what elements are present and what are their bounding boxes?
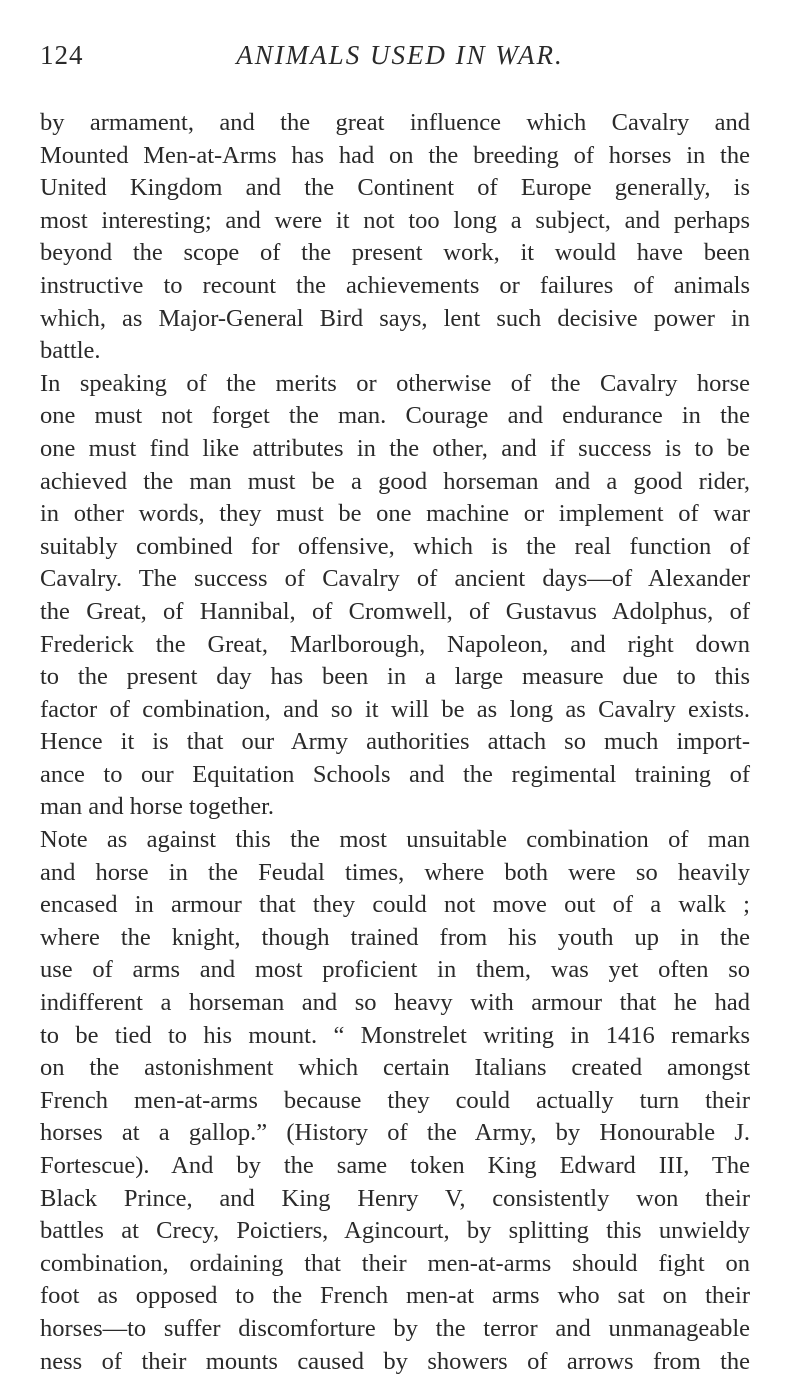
text-line: to be tied to his mount. “ Monstrelet writing in 1416 remarks xyxy=(40,1021,750,1049)
text-line: instructive to recount the achievements or failures of animals xyxy=(40,271,750,299)
text-line: man and horse together. xyxy=(40,793,275,821)
text-line: in other words, they must be one machine or implement of war xyxy=(40,500,750,528)
text-line: by armament, and the great influence which Cavalry and xyxy=(40,109,750,136)
text-line: suitably combined for offensive, which is the real function of xyxy=(40,532,750,560)
body-text xyxy=(40,107,750,1378)
text-line: which, as Major-General Bird says, lent such decisive power in xyxy=(40,304,750,332)
text-line: ness of their mounts caused by showers of arrows from the xyxy=(40,1347,750,1375)
text-line: Mounted Men-at-Arms has had on the breeding of horses in the xyxy=(40,141,750,169)
running-head xyxy=(40,40,760,80)
text-line: battle. xyxy=(40,337,101,365)
text-line: encased in armour that they could not move out of a walk ; xyxy=(40,891,750,919)
text-line: on the astonishment which certain Italians created amongst xyxy=(40,1054,750,1082)
text-line: Black Prince, and King Henry V, consistently won their xyxy=(40,1184,750,1212)
text-line: foot as opposed to the French men-at arms who sat on their xyxy=(40,1282,750,1310)
text-line: ance to our Equitation Schools and the regimental training of xyxy=(40,760,750,788)
text-line: Hence it is that our Army authorities attach so much import- xyxy=(40,728,750,756)
text-line: indifferent a horseman and so heavy with armour that he had xyxy=(40,989,750,1017)
text-line: French men-at-arms because they could actually turn their xyxy=(40,1086,750,1114)
text-line: In speaking of the merits or otherwise of the Cavalry horse xyxy=(40,369,750,397)
text-line: Cavalry. The success of Cavalry of ancient days—of Alexander xyxy=(40,565,750,593)
page-number: 124 xyxy=(40,40,84,70)
text-line: and horse in the Feudal times, where both were so heavily xyxy=(40,858,750,886)
text-line: horses—to suffer discomforture by the terror and unmanageable xyxy=(40,1314,750,1342)
text-line: use of arms and most proficient in them, was yet often so xyxy=(40,956,750,984)
text-line: Fortescue). And by the same token King Edward III, The xyxy=(40,1152,750,1179)
text-line: United Kingdom and the Continent of Europe generally, is xyxy=(40,174,750,202)
text-line: most interesting; and were it not too long a subject, and perhaps xyxy=(40,206,750,234)
text-line: Frederick the Great, Marlborough, Napoleon, and right down xyxy=(40,630,750,658)
text-line: combination, ordaining that their men-at-arms should fight on xyxy=(40,1249,750,1277)
running-title: ANIMALS USED IN WAR. xyxy=(236,40,564,70)
text-line: one must not forget the man. Courage and endurance in the xyxy=(40,402,750,430)
text-line: beyond the scope of the present work, it would have been xyxy=(40,239,750,267)
text-line: factor of combination, and so it will be as long as Cavalry exists. xyxy=(40,695,750,723)
text-line: battles at Crecy, Poictiers, Agincourt, by splitting this unwieldy xyxy=(40,1217,750,1245)
text-line: the Great, of Hannibal, of Cromwell, of Gustavus Adolphus, of xyxy=(40,597,750,625)
text-line: to the present day has been in a large measure due to this xyxy=(40,663,750,691)
text-line: horses at a gallop.” (History of the Army, by Honourable J. xyxy=(40,1119,750,1147)
text-line: one must find like attributes in the other, and if success is to be xyxy=(40,434,750,462)
text-line: where the knight, though trained from his youth up in the xyxy=(40,923,750,951)
text-line: Note as against this the most unsuitable combination of man xyxy=(40,826,750,854)
text-line: achieved the man must be a good horseman and a good rider, xyxy=(40,467,750,495)
